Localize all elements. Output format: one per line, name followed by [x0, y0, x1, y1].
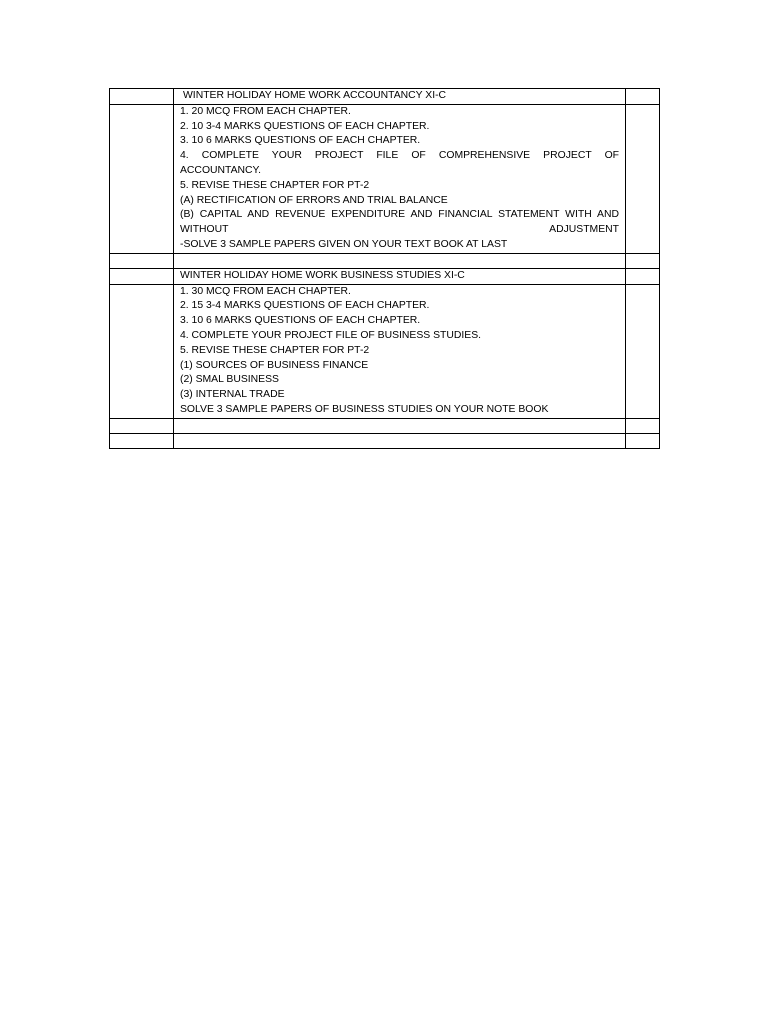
homework-table	[109, 88, 660, 449]
accountancy-items-row	[110, 104, 660, 253]
business-studies-title-row	[110, 268, 660, 284]
list-item: 5. REVISE THESE CHAPTER FOR PT-2	[180, 179, 370, 191]
empty-cell	[174, 253, 626, 268]
list-item: 3. 10 6 MARKS QUESTIONS OF EACH CHAPTER.	[180, 135, 421, 147]
list-item: 3. 10 6 MARKS QUESTIONS OF EACH CHAPTER.	[180, 315, 421, 327]
list-item: (1) SOURCES OF BUSINESS FINANCE	[180, 359, 369, 371]
list-item: 2. 15 3-4 MARKS QUESTIONS OF EACH CHAPTER.	[180, 300, 430, 312]
accountancy-title-text: WINTER HOLIDAY HOME WORK ACCOUNTANCY XI-C	[183, 90, 447, 101]
list-item: 4. COMPLETE YOUR PROJECT FILE OF COMPREHENSIVE PROJECT OF ACCOUNTANCY.	[180, 150, 619, 176]
list-item: (A) RECTIFICATION OF ERRORS AND TRIAL BALANCE	[180, 194, 448, 206]
accountancy-title	[174, 89, 626, 105]
list-item: (2) SMAL BUSINESS	[180, 374, 279, 386]
blank-row	[110, 253, 660, 268]
list-item: 5. REVISE THESE CHAPTER FOR PT-2	[180, 344, 370, 356]
empty-cell	[110, 268, 174, 284]
empty-cell	[174, 418, 626, 433]
list-item: 1. 30 MCQ FROM EACH CHAPTER.	[180, 285, 351, 297]
empty-cell	[626, 268, 660, 284]
business-studies-items-row	[110, 284, 660, 418]
list-item: SOLVE 3 SAMPLE PAPERS OF BUSINESS STUDIES ON YOUR NOTE BOOK	[180, 403, 549, 415]
empty-cell	[110, 284, 174, 418]
accountancy-title-row	[110, 89, 660, 105]
business-studies-items	[174, 284, 626, 418]
empty-cell	[110, 253, 174, 268]
empty-cell	[174, 433, 626, 448]
empty-cell	[110, 433, 174, 448]
business-studies-title: WINTER HOLIDAY HOME WORK BUSINESS STUDIES XI-C	[174, 268, 626, 284]
list-item: 2. 10 3-4 MARKS QUESTIONS OF EACH CHAPTER.	[180, 120, 430, 132]
blank-row	[110, 418, 660, 433]
accountancy-items	[174, 104, 626, 253]
list-item: (3) INTERNAL TRADE	[180, 389, 285, 401]
empty-cell	[626, 284, 660, 418]
blank-row	[110, 433, 660, 448]
list-item: 4. COMPLETE YOUR PROJECT FILE OF BUSINESS STUDIES.	[180, 329, 482, 341]
list-item: 1. 20 MCQ FROM EACH CHAPTER.	[180, 105, 351, 117]
list-item: (B) CAPITAL AND REVENUE EXPENDITURE AND FINANCIAL STATEMENT WITH AND WITHOUT ADJUSTMENT	[180, 209, 619, 236]
list-item: -SOLVE 3 SAMPLE PAPERS GIVEN ON YOUR TEXT BOOK AT LAST	[180, 238, 508, 250]
empty-cell	[626, 253, 660, 268]
empty-cell	[626, 104, 660, 253]
empty-cell	[626, 418, 660, 433]
empty-cell	[110, 104, 174, 253]
empty-cell	[110, 418, 174, 433]
empty-cell	[110, 89, 174, 105]
empty-cell	[626, 433, 660, 448]
empty-cell	[626, 89, 660, 105]
